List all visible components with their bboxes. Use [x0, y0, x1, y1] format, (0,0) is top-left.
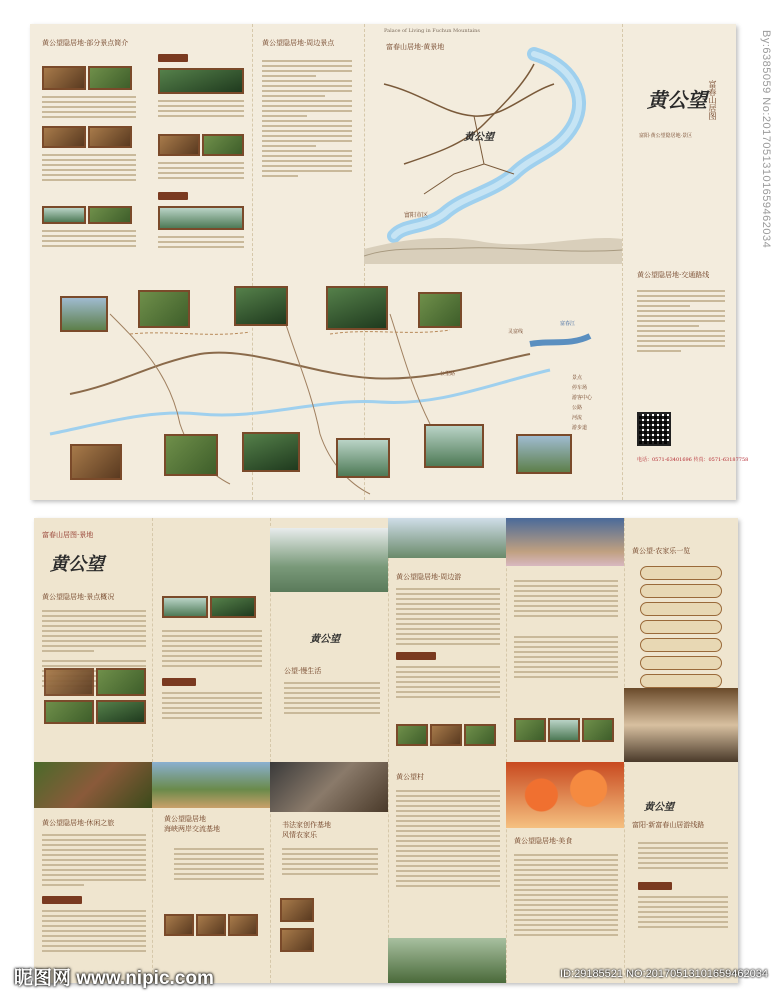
farmhouse-title: 黄公望·农家乐一览: [632, 547, 691, 555]
text-block: [514, 636, 618, 681]
bamboo-shoot-photo: [624, 688, 738, 762]
cover-brand: 富春山居图·景地: [42, 531, 94, 539]
text-block: [396, 666, 500, 701]
text-block: [42, 910, 146, 955]
route-photo: [424, 424, 484, 468]
overview-photo: [44, 700, 94, 724]
calligraphy-photo: [280, 928, 314, 952]
gongwang-village-title: 黄公望村: [396, 773, 424, 781]
event-photo: [164, 914, 194, 936]
leisure-title: 黄公望隐居地·休闲之旅: [42, 819, 115, 827]
text-block: [42, 230, 136, 250]
section-tag: [158, 192, 188, 200]
persimmon-photo: [506, 762, 624, 828]
event-photo: [196, 914, 226, 936]
overview-panel: [34, 518, 153, 983]
scenic-photo: [202, 134, 244, 156]
slow-life-panel: [270, 518, 389, 983]
area-intro-panel: [152, 518, 271, 983]
cover-logo: 黄公望: [647, 88, 707, 112]
people-photo: [270, 762, 388, 812]
text-block: [42, 96, 136, 121]
brochure-map-side: [30, 24, 749, 500]
lake-photo: [506, 518, 624, 566]
text-block: [162, 630, 262, 670]
brochure-info-side: [34, 518, 738, 983]
route-photo: [138, 290, 190, 328]
route-photo: [242, 432, 300, 472]
section-tag: [638, 882, 672, 890]
text-block: [514, 854, 618, 939]
text-block: [396, 588, 500, 648]
text-block: [162, 692, 262, 722]
tel-text: 电话：0571-63401696 传真：0571-63187758: [637, 457, 749, 463]
scenic-photo: [42, 206, 86, 224]
bamboo-photo: [158, 68, 244, 94]
route-photo: [336, 438, 390, 478]
village-photo: [464, 724, 496, 746]
legend-item: 公路: [572, 405, 583, 411]
map-place: 富春山居地·黄景地: [386, 43, 445, 51]
bottom-watermark: [0, 960, 776, 993]
route-list: [638, 896, 728, 931]
around-trip-panel: [388, 518, 507, 983]
legend-item: 河流: [572, 415, 583, 421]
farmhouse-item: [640, 602, 722, 616]
qr-code: [637, 412, 671, 446]
legend-item: 游步道: [572, 425, 588, 431]
text-block: [174, 848, 264, 883]
route-title: 富阳·新富春山居游线路: [632, 821, 705, 829]
lake-photo: [158, 206, 244, 230]
cover-logo: 黄公望: [50, 554, 104, 575]
village-photo: [396, 724, 428, 746]
text-block: [158, 100, 244, 120]
text-block: [514, 580, 618, 620]
traffic-title: 黄公望隐居地·交通路线: [637, 271, 710, 279]
overview-photo: [96, 668, 146, 696]
text-block: [284, 682, 380, 717]
farmhouse-item: [640, 656, 722, 670]
text-block: [396, 790, 500, 890]
text-block: [42, 610, 146, 655]
image-id-watermark: ID:29185521 NO:20170513101659462034: [560, 968, 768, 980]
scenic-photo: [158, 134, 200, 156]
farmhouse-item: [640, 638, 722, 652]
legend-item: 游客中心: [572, 395, 593, 401]
mountain-photo: [270, 528, 388, 592]
food-photo: [514, 718, 546, 742]
around-title: 黄公望隐居地·周边景点: [262, 39, 335, 47]
overview-title: 黄公望隐居地·景点概况: [42, 593, 115, 601]
text-block: [42, 834, 146, 889]
food-panel: [506, 518, 625, 983]
map-legend: [572, 374, 616, 434]
route-photo: [60, 296, 108, 332]
area-map: [364, 24, 622, 264]
text-block: [158, 236, 244, 251]
cover-panel: [622, 24, 749, 500]
route-label: 公望路: [440, 371, 456, 377]
cover-logo-sub: 富春山居图: [708, 80, 717, 120]
farmhouse-item: [640, 566, 722, 580]
side-watermark: By:6385059 No:20170513101659462034: [760, 30, 772, 249]
route-list: [638, 842, 728, 872]
panel-logo: 黄公望: [644, 802, 674, 813]
group-photo: [152, 762, 270, 808]
landscape-photo: [388, 518, 506, 558]
around-list: [262, 60, 352, 180]
scenic-photo: [88, 66, 132, 90]
scenic-photo: [88, 206, 132, 224]
food-title: 黄公望隐居地·美食: [514, 837, 573, 845]
scenic-photo: [42, 126, 86, 148]
traffic-text: [637, 290, 725, 355]
area-photo: [162, 596, 208, 618]
area-photo: [210, 596, 256, 618]
section-tag: [162, 678, 196, 686]
village-title: 黄公望隐居地·周边游: [396, 573, 462, 581]
overview-photo: [44, 668, 94, 696]
calligraphy-title: 书法家创作基地 风情农家乐: [282, 821, 331, 839]
food-photo: [548, 718, 580, 742]
legend-item: 景点: [572, 375, 583, 381]
farmhouse-item: [640, 674, 722, 688]
scenic-photo: [88, 126, 132, 148]
route-photo: [516, 434, 572, 474]
food-photo: [582, 718, 614, 742]
site-watermark: 昵图网 www.nipic.com: [14, 968, 214, 989]
route-photo: [70, 444, 122, 480]
route-label: 灵富线: [508, 329, 524, 335]
section-tag: [42, 896, 82, 904]
calligraphy-photo: [280, 898, 314, 922]
event-photo: [228, 914, 258, 936]
route-photo: [164, 434, 218, 476]
route-photo: [326, 286, 388, 330]
text-block: [158, 162, 244, 182]
overview-photo: [96, 700, 146, 724]
map-city: 富阳市区: [404, 212, 429, 219]
text-block: [282, 848, 378, 878]
farmhouse-item: [640, 584, 722, 598]
base-title: 黄公望隐居地 海峡两岸交流基地: [164, 815, 220, 833]
panel-logo: 黄公望: [310, 634, 340, 645]
route-label: 富春江: [560, 321, 576, 327]
section-tag: [158, 54, 188, 62]
map-logo: 黄公望: [464, 132, 494, 143]
legend-item: 停车场: [572, 385, 588, 391]
farmhouse-item: [640, 620, 722, 634]
farmhouse-panel: [624, 518, 738, 983]
cover-caption: 富阳·黄公望隐居地·景区: [639, 133, 693, 139]
scenic-intro-title: 黄公望隐居地·部分景点简介: [42, 39, 129, 47]
route-photo: [234, 286, 288, 326]
slow-life-title: 公望·慢生活: [284, 667, 322, 675]
scenic-photo: [42, 66, 86, 90]
harvest-photo: [34, 762, 152, 808]
map-caption: Palace of Living in Fuchun Mountains: [384, 28, 480, 34]
route-photo: [418, 292, 462, 328]
section-tag: [396, 652, 436, 660]
text-block: [42, 154, 136, 184]
village-photo: [430, 724, 462, 746]
